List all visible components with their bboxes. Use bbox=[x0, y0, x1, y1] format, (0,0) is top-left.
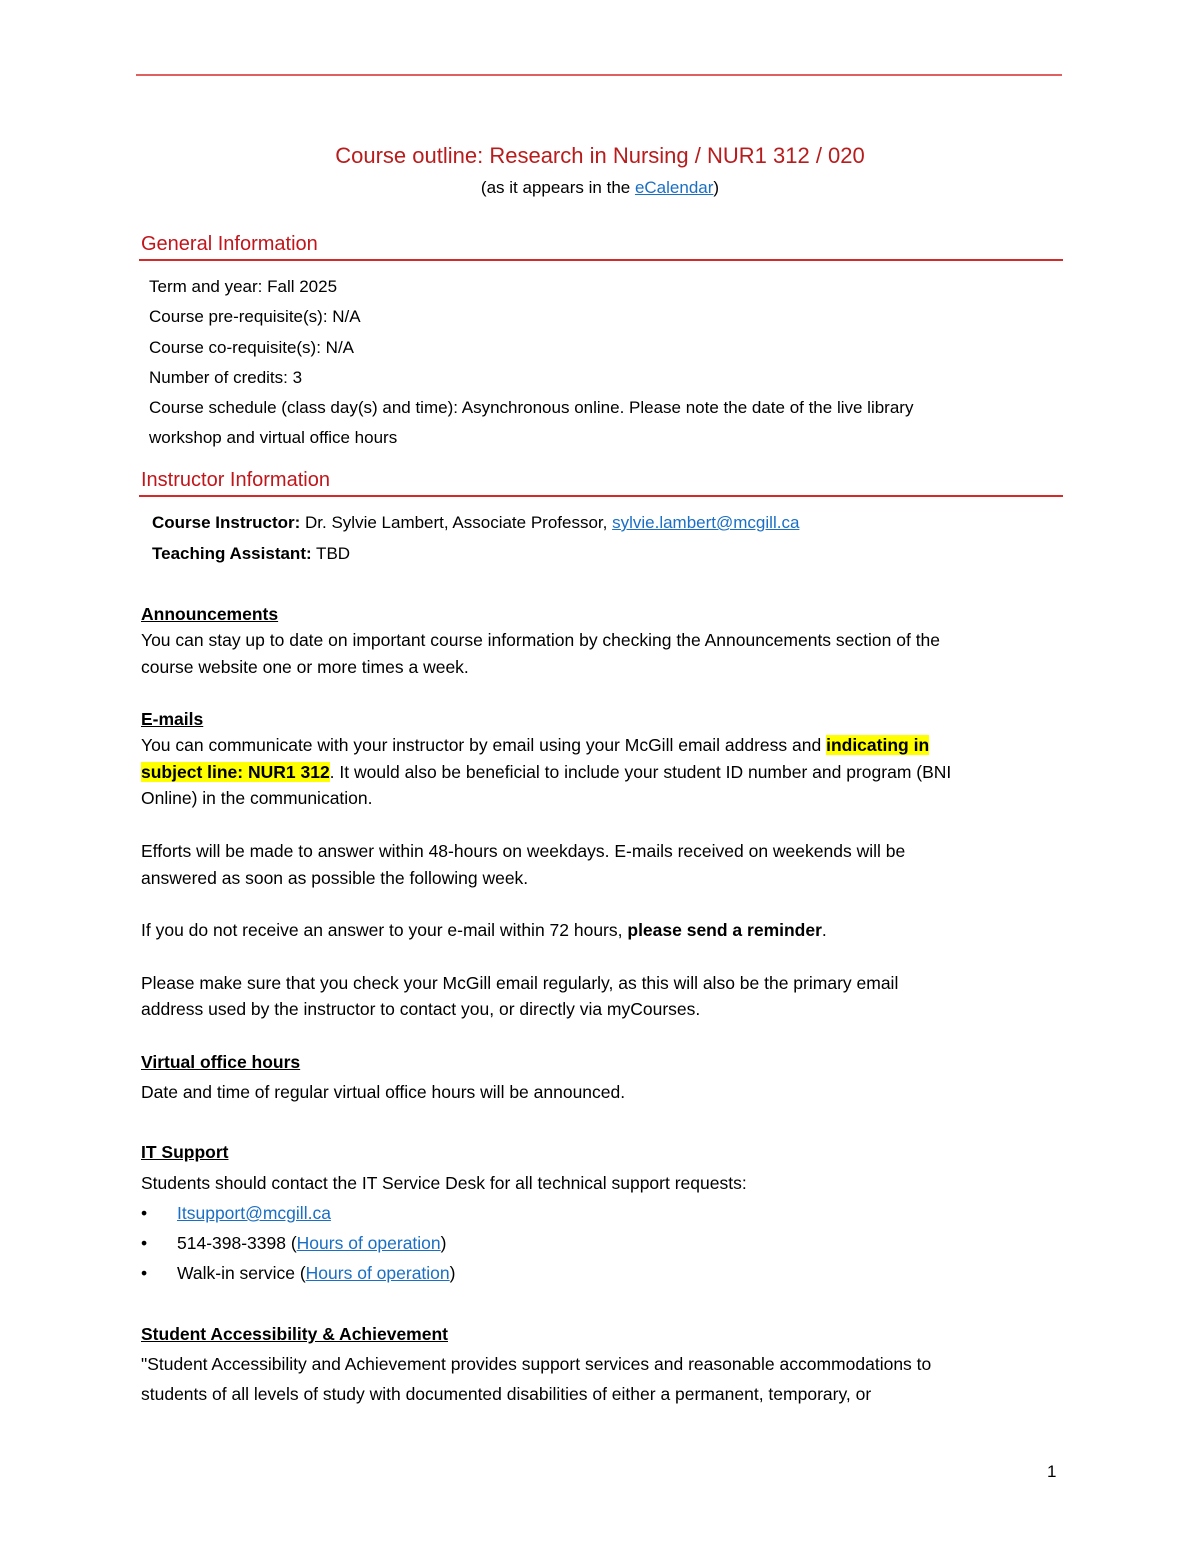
accessibility-heading: Student Accessibility & Achievement bbox=[141, 1324, 448, 1344]
emails-p3-bold: please send a reminder bbox=[627, 920, 822, 940]
emails-p2-line1: Efforts will be made to answer within 48-hours on weekdays. E-mails received on weekends will be bbox=[141, 841, 906, 861]
emails-p4-line1: Please make sure that you check your McGill email regularly, as this will also be the primary email bbox=[141, 973, 899, 993]
subtitle-prefix: (as it appears in the bbox=[480, 178, 635, 197]
phone-text: 514-398-3398 ( bbox=[177, 1233, 297, 1253]
office-hours-heading: Virtual office hours bbox=[141, 1052, 301, 1072]
emails-p3-text: If you do not receive an answer to your e-mail within 72 hours, bbox=[141, 920, 628, 940]
ta-value: TBD bbox=[311, 544, 351, 563]
instructor-label: Course Instructor: bbox=[152, 513, 301, 532]
office-hours-text: Date and time of regular virtual office hours will be announced. bbox=[141, 1082, 626, 1102]
teaching-assistant bbox=[152, 544, 350, 564]
emails-p3-end: . bbox=[821, 920, 827, 940]
announcements-heading: Announcements bbox=[141, 604, 279, 624]
emails-highlight-2: subject line: NUR1 312 bbox=[141, 762, 330, 782]
emails-p4-line2: address used by the instructor to contact you, or directly via myCourses. bbox=[141, 999, 701, 1019]
walkin-hours-link[interactable]: Hours of operation bbox=[305, 1263, 450, 1283]
emails-highlight-1: indicating in bbox=[826, 735, 930, 755]
instructor-email-link[interactable]: sylvie.lambert@mcgill.ca bbox=[612, 513, 800, 532]
announcements-line2: course website one or more times a week. bbox=[141, 657, 469, 677]
term-year: Term and year: Fall 2025 bbox=[149, 277, 338, 296]
list-item bbox=[141, 1233, 446, 1254]
general-info-rule bbox=[139, 259, 1063, 261]
general-info-heading: General Information bbox=[141, 233, 318, 255]
hours-of-operation-link[interactable]: Hours of operation bbox=[296, 1233, 441, 1253]
instructor-info-rule bbox=[139, 495, 1063, 497]
instructor-info-heading: Instructor Information bbox=[141, 469, 330, 491]
emails-p1-line2 bbox=[141, 762, 951, 783]
emails-heading: E-mails bbox=[141, 709, 204, 729]
it-support-heading: IT Support bbox=[141, 1142, 229, 1162]
it-support-intro: Students should contact the IT Service Desk for all technical support requests: bbox=[141, 1173, 747, 1193]
list-item bbox=[141, 1263, 455, 1284]
instructor-text: Dr. Sylvie Lambert, Associate Professor, bbox=[300, 513, 613, 532]
course-schedule-line2: workshop and virtual office hours bbox=[149, 428, 398, 447]
course-prereq: Course pre-requisite(s): N/A bbox=[149, 307, 361, 326]
course-coreq: Course co-requisite(s): N/A bbox=[149, 338, 355, 357]
accessibility-line2: students of all levels of study with documented disabilities of either a permanent, temporary, or bbox=[141, 1384, 872, 1404]
list-item bbox=[141, 1203, 331, 1224]
emails-p1-text: You can communicate with your instructor by email using your McGill email address and bbox=[141, 735, 827, 755]
walkin-text-end: ) bbox=[449, 1263, 456, 1283]
itsupport-email-link[interactable]: Itsupport@mcgill.ca bbox=[177, 1203, 331, 1223]
page-title: Course outline: Research in Nursing / NUR1 312 / 020 bbox=[335, 143, 865, 168]
accessibility-line1: "Student Accessibility and Achievement provides support services and reasonable accommodations to bbox=[141, 1354, 932, 1374]
announcements-line1: You can stay up to date on important course information by checking the Announcements section of the bbox=[141, 630, 941, 650]
phone-text-end: ) bbox=[440, 1233, 447, 1253]
page-number: 1 bbox=[1047, 1462, 1057, 1481]
ta-label: Teaching Assistant: bbox=[152, 544, 312, 563]
course-instructor bbox=[152, 513, 799, 533]
ecalendar-link[interactable]: eCalendar bbox=[634, 178, 714, 197]
emails-p1-line1 bbox=[141, 735, 929, 756]
subtitle-suffix: ) bbox=[713, 178, 720, 197]
course-credits: Number of credits: 3 bbox=[149, 368, 303, 387]
bullet-icon: • bbox=[141, 1233, 148, 1253]
emails-p3 bbox=[141, 920, 827, 941]
emails-p1-line3: Online) in the communication. bbox=[141, 788, 373, 808]
emails-p1-text-2: . It would also be beneficial to include your student ID number and program (BNI bbox=[329, 762, 952, 782]
bullet-icon: • bbox=[141, 1263, 148, 1283]
walkin-text: Walk-in service ( bbox=[177, 1263, 306, 1283]
header-rule bbox=[136, 74, 1062, 76]
page-subtitle bbox=[0, 178, 1200, 198]
bullet-icon: • bbox=[141, 1203, 148, 1223]
course-schedule-line1: Course schedule (class day(s) and time): Asynchronous online. Please note the date of the live library bbox=[149, 398, 914, 417]
emails-p2-line2: answered as soon as possible the following week. bbox=[141, 868, 529, 888]
